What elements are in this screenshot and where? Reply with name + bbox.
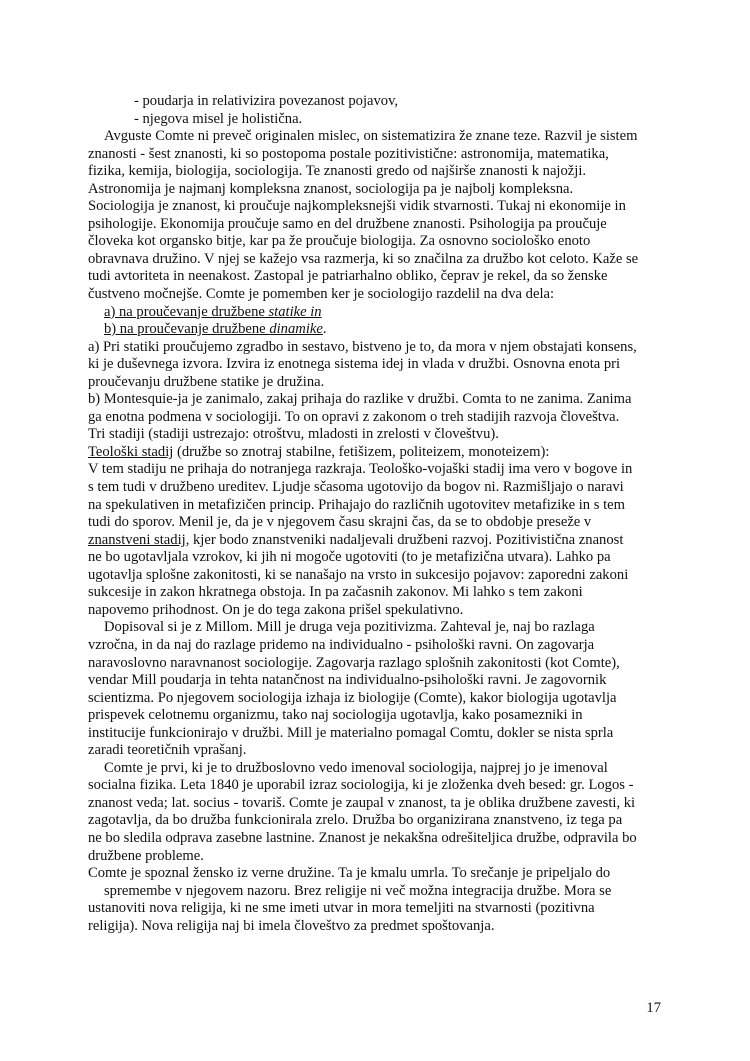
paragraph-line: Dopisoval si je z Millom. Mill je druga veja pozitivizma. Zahteval je, naj bo razlaga: [104, 619, 595, 636]
paragraph-line: vendar Mill poudarja in tehta natančnost na individualno-psihološki ravni. Je zagovornik: [88, 672, 607, 689]
list-item-dynamics: [88, 321, 678, 339]
paragraph-line: sukcesije in zakon hkratnega obstoja. In pa začasnih zakonov. Mi lahko s tem zakoni: [88, 584, 583, 601]
paragraph-line: vzročna, in da naj do razlage pridemo na individualno - psihološki ravni. On zagovarja: [88, 636, 595, 653]
paragraph-line: napovemo prihodnost. On je do tega zakona prišel spekulativno.: [88, 601, 464, 618]
list-item-text: a) na proučevanje družbene: [104, 303, 269, 320]
term-znanstveni-stadij: znanstveni stadij: [88, 531, 186, 548]
paragraph-line: [88, 444, 678, 462]
line-text: , kjer bodo znanstveniki nadaljevali družbeni razvoj. Pozitivistična znanost: [185, 531, 624, 548]
paragraph-line: Avguste Comte ni preveč originalen mislec, on sistematizira že znane teze. Razvil je sistem: [104, 128, 638, 145]
paragraph-line: zagotavlja, da bo družba funkcionirala zrelo. Družba bo organizirana znanstveno, iz tega pa: [88, 812, 623, 829]
paragraph-line: b) Montesquie-ja je zanimalo, zakaj prihaja do razlike v družbi. Comta to ne zanima. Zanima: [88, 391, 632, 408]
emphasis-statike: statike in: [268, 303, 322, 320]
paragraph-line: socialna fizika. Leta 1840 je uporabil izraz sociologija, ki je zloženka dveh besed: gr. Logos -: [88, 777, 634, 794]
emphasis-dinamike: dinamike: [269, 321, 323, 338]
paragraph-line: scientizma. Po njegovem sociologija izhaja iz biologije (Comte), kakor biologija ugotavlja: [88, 689, 617, 706]
paragraph-line: a) Pri statiki proučujemo zgradbo in sestavo, bistveno je to, da mora v njem obstajati konsens,: [88, 338, 637, 355]
page-number: 17: [646, 1000, 661, 1016]
paragraph-line: na spekulativen in metafizičen princip. Prihajajo do različnih ugotovitev metafizike in s tem: [88, 496, 625, 513]
paragraph-line: fizika, kemija, biologija, sociologija. Te znanosti gredo od najširše znanosti k najožji.: [88, 163, 587, 180]
paragraph-line: Tri stadiji (stadiji ustrezajo: otroštvu, mladosti in zrelosti v človeštvu).: [88, 426, 499, 443]
paragraph-line: Comte je spoznal žensko iz verne družine. Ta je kmalu umrla. To srečanje je pripeljalo do: [88, 865, 611, 882]
paragraph-line: človeka kot organsko bitje, kar pa že proučuje biologija. Za osnovno sociološko enoto: [88, 233, 591, 250]
paragraph-line: tudi avtoriteta in neenakost. Zastopal je patriarhalno obliko, čeprav je rekel, da so ženske: [88, 268, 608, 285]
paragraph-line: proučevanju družbene statike je družina.: [88, 373, 325, 390]
paragraph-line: tudi do sporov. Menil je, da je v njegovem času skrajni čas, da se to obdobje preseže v: [88, 514, 592, 531]
paragraph-line: prispevek celotnemu organizmu, tako naj sociologija ugotavlja, kako posamezniki in: [88, 707, 583, 724]
paragraph-line: institucije funkcionirajo v družbi. Mill je materialno pomagal Comtu, dokler se nista sprla: [88, 724, 614, 741]
period: .: [322, 321, 327, 338]
body-text: [88, 93, 678, 935]
list-item-statics: [88, 304, 678, 322]
paragraph-line: spremembe v njegovem nazoru. Brez religije ni več možna integracija družbe. Mora se: [104, 882, 612, 899]
paragraph-line: [88, 532, 678, 550]
bullet-line: - poudarja in relativizira povezanost pojavov,: [134, 93, 399, 109]
paragraph-line: Sociologija je znanost, ki proučuje najkompleksnejši vidik stvarnosti. Tukaj ni ekonomije in: [88, 198, 626, 215]
paragraph-line: družbene probleme.: [88, 847, 204, 864]
paragraph-line: religija). Nova religija naj bi imela človeštvo za predmet spoštovanja.: [88, 917, 495, 934]
paragraph-line: čustveno močnejše. Comte je pomemben ker je sociologijo razdelil na dva dela:: [88, 286, 555, 303]
term-teoloski-stadij: Teološki stadij: [88, 443, 174, 460]
paragraph-line: obravnava družino. V njej se kažejo vsa razmerja, ki so značilna za družbo kot celoto. Kaže se: [88, 250, 639, 267]
paragraph-line: Astronomija je najmanj kompleksna znanost, sociologija pa je najbolj kompleksna.: [88, 180, 574, 197]
list-item-text: b) na proučevanje družbene: [104, 321, 270, 338]
paragraph-line: znanosti - šest znanosti, ki so postopoma postale pozitivistične: astronomija, matematika,: [88, 145, 609, 162]
paragraph-line: zaradi teoretičnih vprašanj.: [88, 742, 247, 759]
paragraph-line: ne bo ugotavljala vzrokov, ki jih ni mogoče ugotoviti (to je metafizična utvara). Lahko pa: [88, 549, 611, 566]
paragraph-line: ugotavlja splošne zakonitosti, ki se nanašajo na vrsto in sukcesijo pojavov: zaporedni zakoni: [88, 566, 629, 583]
paragraph-line: Comte je prvi, ki je to družboslovno vedo imenoval sociologija, najprej jo je imenoval: [104, 759, 608, 776]
paragraph-line: naravoslovno naravnanost sociologije. Zagovarja razlago splošnih zakonitosti (kot Comte),: [88, 654, 620, 671]
line-text: (družbe so znotraj stabilne, fetišizem, politeizem, monoteizem):: [173, 443, 550, 460]
paragraph-line: ga enotna podmena v sociologiji. To on opravi z zakonom o treh stadijih razvoja človeštva.: [88, 408, 620, 425]
paragraph-line: ne bo sledila odprava zasebne lastnine. Znanost je nekakšna odrešiteljica družbe, odpravila bo: [88, 829, 637, 846]
bullet-line: - njegova misel je holistična.: [134, 110, 303, 127]
paragraph-line: s tem tudi v družbeno ureditev. Ljudje sčasoma ugotovijo da bogov ni. Razmišljajo o naravi: [88, 479, 624, 496]
paragraph-line: V tem stadiju ne prihaja do notranjega razkraja. Teološko-vojaški stadij ima vero v bogove in: [88, 461, 633, 478]
paragraph-line: znanost veda; lat. socius - tovariš. Comte je zaupal v znanost, ta je oblika družbene zavesti, ki: [88, 794, 636, 811]
paragraph-line: ki je duševnega izvora. Izvira iz enotnega sistema idej in vlada v družbi. Osnovna enota pri: [88, 356, 621, 373]
paragraph-line: psihologije. Ekonomija proučuje samo en del družbene znanosti. Psihologija pa proučuje: [88, 215, 607, 232]
paragraph-line: ustanoviti nova religija, ki ne sme imeti utvar in mora temeljiti na stvarnosti (pozitivna: [88, 900, 595, 917]
